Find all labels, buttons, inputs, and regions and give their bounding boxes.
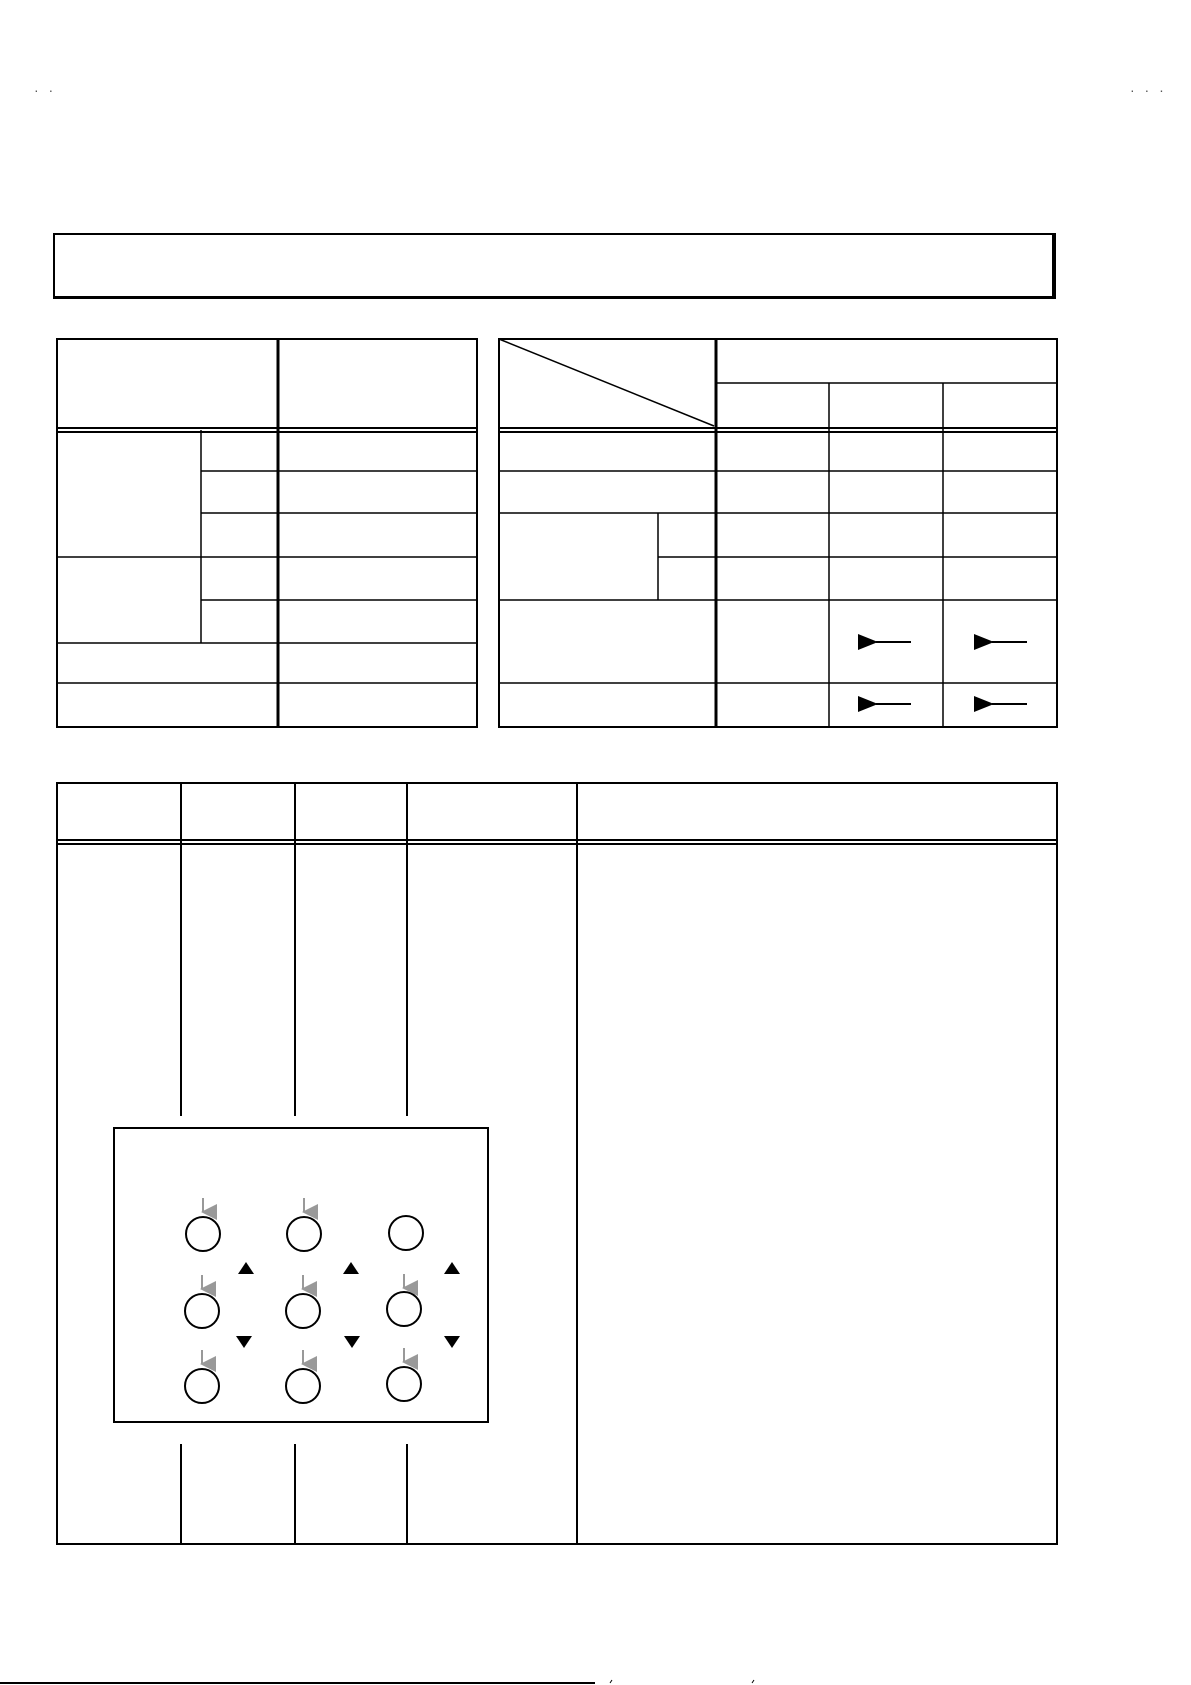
direction-triangles [236,1262,460,1348]
circle-button-icon [186,1217,220,1251]
circle-button-icon [389,1216,423,1250]
procedure-table [57,783,1057,1544]
down-triangle-icon [444,1336,460,1348]
down-triangle-icon [344,1336,360,1348]
corner-mark-left: · · [34,82,57,98]
up-triangle-icon [238,1262,254,1274]
up-triangle-icon [343,1262,359,1274]
same-as-left-arrows [876,642,1027,704]
left-spec-table [57,339,477,727]
pointer-arrows [202,1198,404,1364]
circle-button-icon [287,1217,321,1251]
corner-mark-right: · · · [1130,82,1167,98]
circle-button-icon-row-2 [185,1292,421,1328]
footer-rule [0,1680,754,1683]
up-triangle-icon [444,1262,460,1274]
circle-button-icon [387,1292,421,1326]
circle-button-icon [286,1294,320,1328]
down-triangle-icon [236,1336,252,1348]
circle-button-icon [286,1369,320,1403]
button-layout-diagram [114,1128,488,1422]
circle-button-icon [387,1367,421,1401]
circle-button-icon [185,1294,219,1328]
circle-button-icon [185,1369,219,1403]
circle-button-icon-row-3 [185,1367,421,1403]
right-spec-table [499,339,1057,727]
circle-button-icon-row-1 [186,1216,423,1251]
